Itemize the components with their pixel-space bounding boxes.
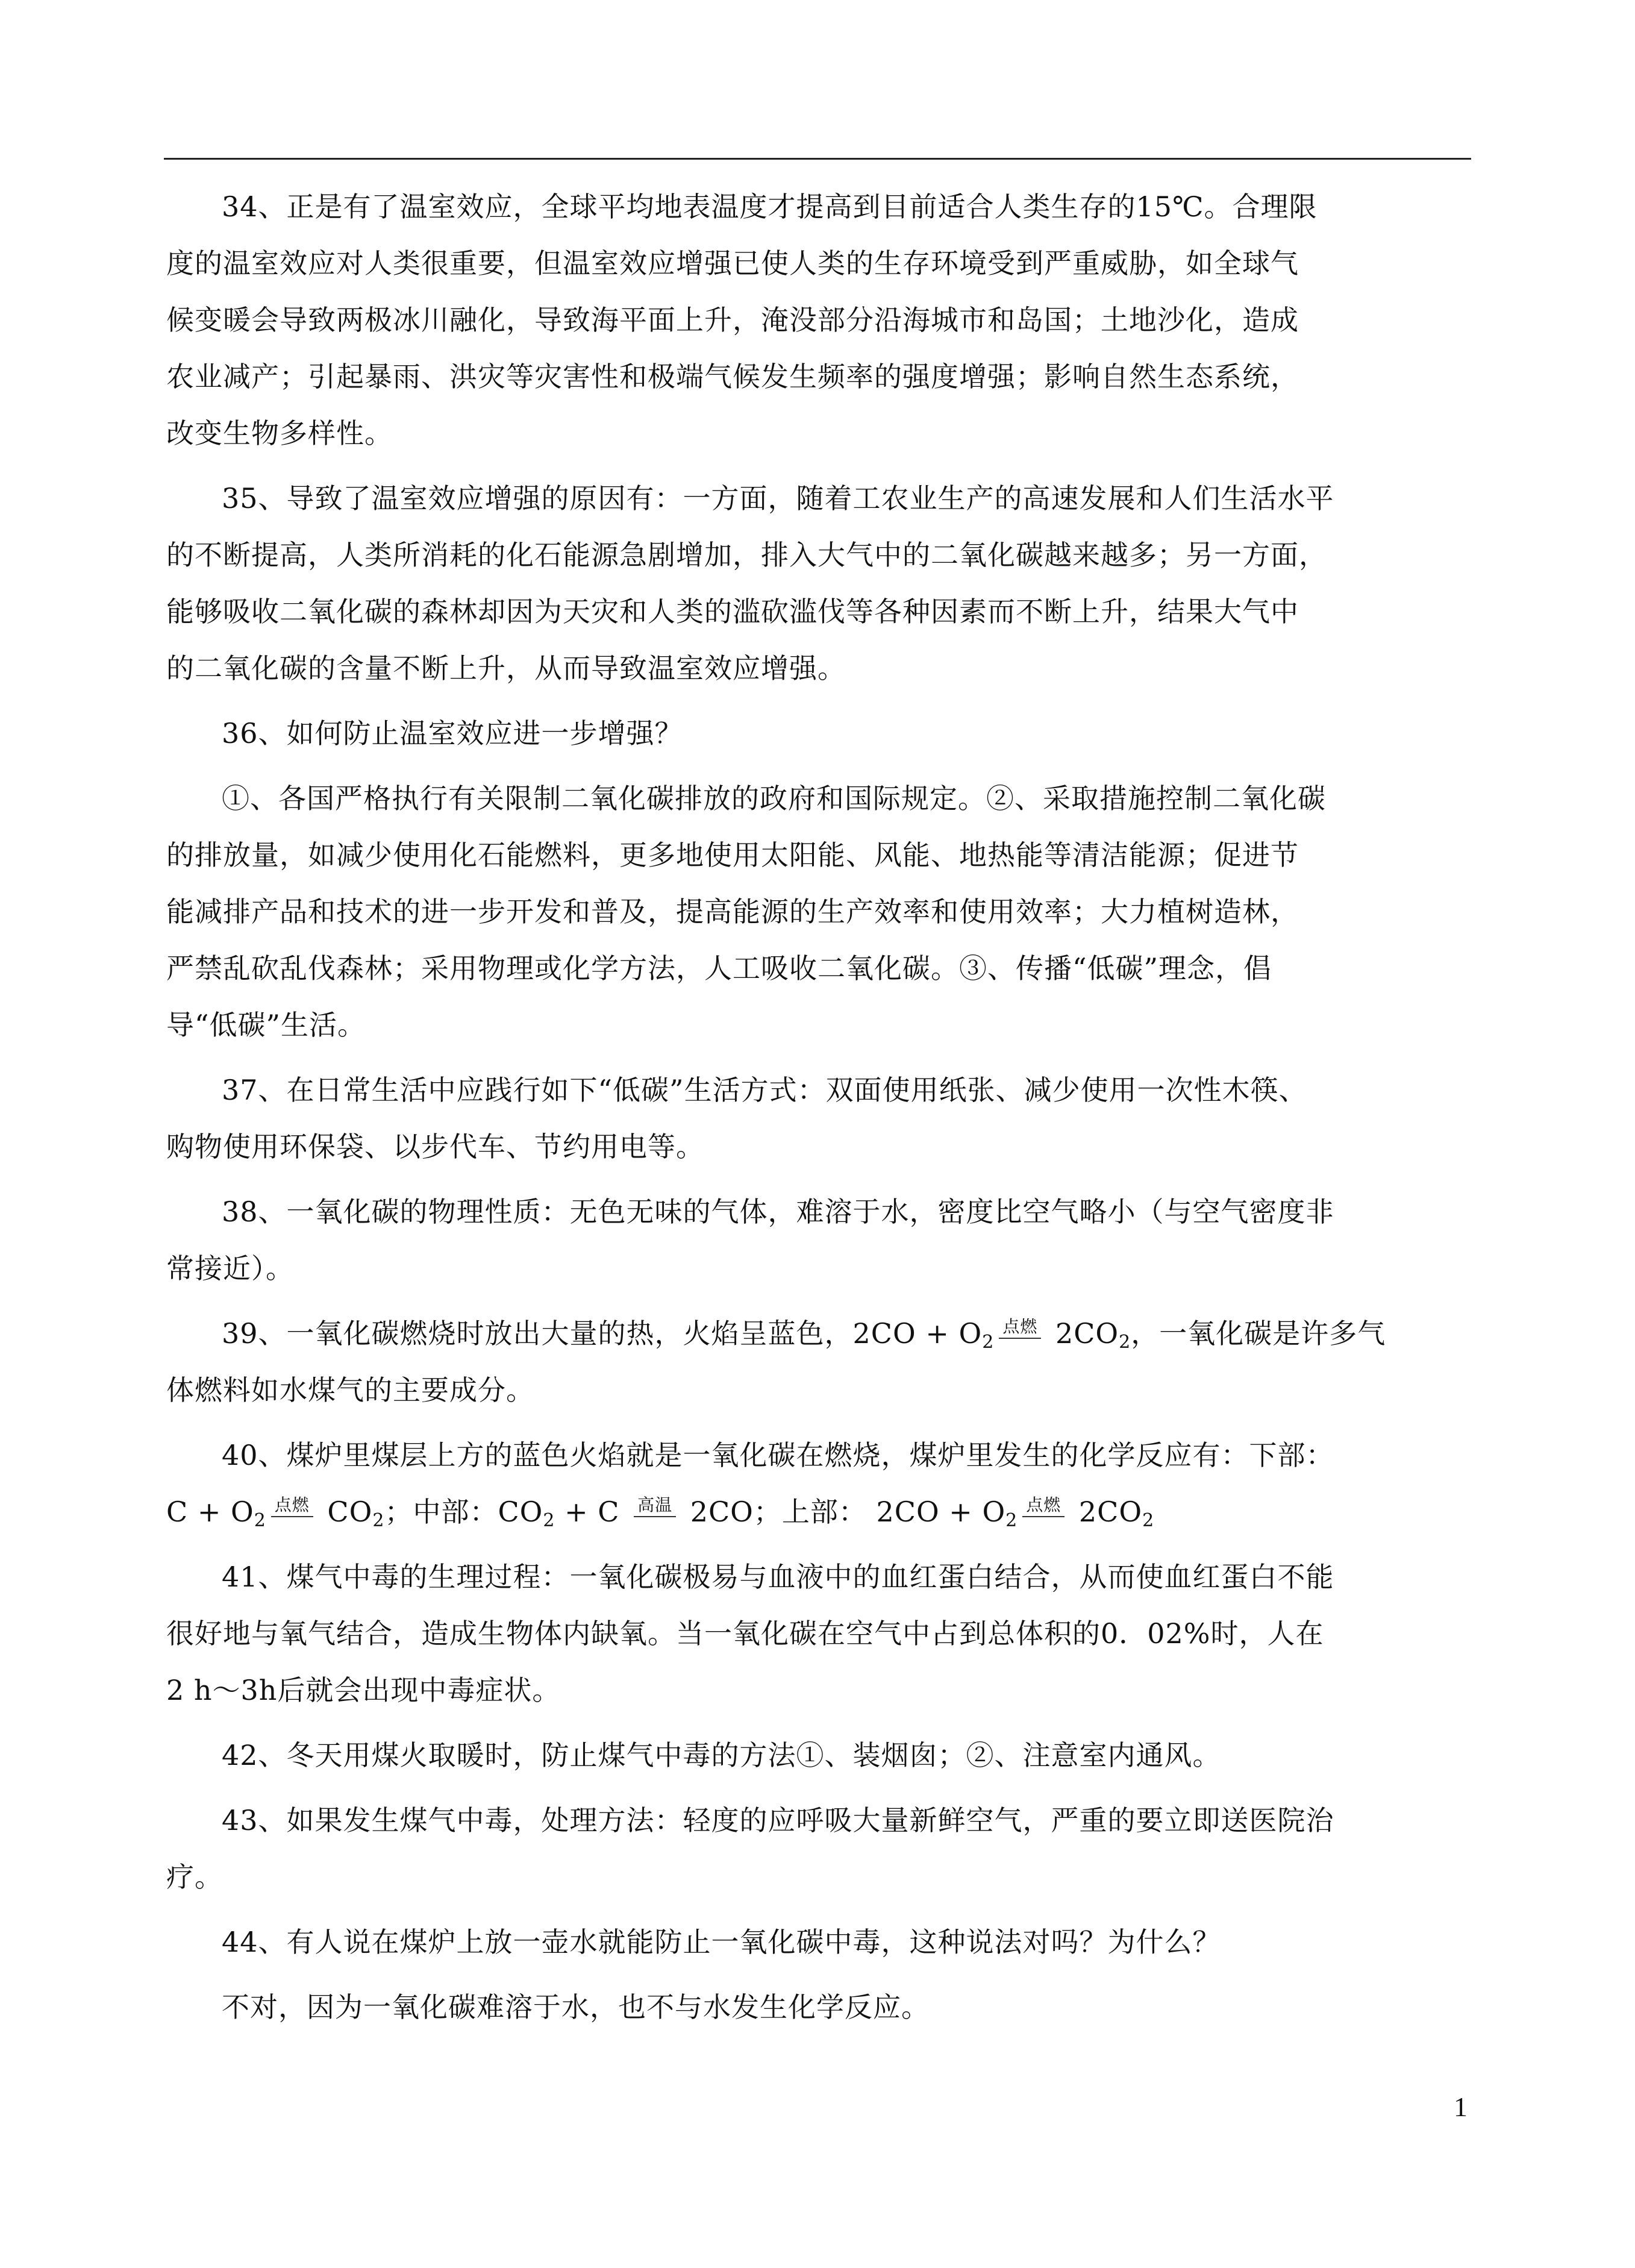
text-line: 的排放量，如减少使用化石能燃料，更多地使用太阳能、风能、地热能等清洁能源；促进节 bbox=[166, 839, 1299, 871]
paragraph-43 bbox=[166, 1792, 1468, 1905]
text-line: 疗。 bbox=[166, 1861, 223, 1893]
subscript: 2 bbox=[543, 1510, 555, 1531]
text-line: 改变生物多样性。 bbox=[166, 417, 393, 450]
text-line: 严禁乱砍乱伐森林；采用物理或化学方法，人工吸收二氧化碳。③、传播“低碳”理念，倡 bbox=[166, 952, 1272, 985]
subscript: 2 bbox=[1142, 1510, 1155, 1531]
text-segment: C + O bbox=[166, 1496, 254, 1528]
reaction-condition: 点燃 bbox=[999, 1318, 1041, 1339]
subscript: 2 bbox=[254, 1510, 266, 1531]
text-segment: ；中部：CO bbox=[384, 1496, 543, 1528]
text-line: 的不断提高，人类所消耗的化石能源急剧增加，排入大气中的二氧化碳越来越多；另一方面， bbox=[166, 539, 1327, 571]
text-line: 导“低碳”生活。 bbox=[166, 1009, 366, 1041]
text-line: 40、煤炉里煤层上方的蓝色火焰就是一氧化碳在燃烧，煤炉里发生的化学反应有：下部： bbox=[222, 1439, 1334, 1471]
text-line: 的二氧化碳的含量不断上升，从而导致温室效应增强。 bbox=[166, 652, 846, 684]
text-segment: 39、一氧化碳燃烧时放出大量的热，火焰呈蓝色，2CO + O bbox=[222, 1317, 983, 1350]
text-line: 43、如果发生煤气中毒，处理方法：轻度的应呼吸大量新鲜空气，严重的要立即送医院治 bbox=[222, 1804, 1334, 1837]
paragraph-36 bbox=[166, 705, 1468, 762]
paragraph-42 bbox=[166, 1727, 1468, 1784]
text-segment: + C bbox=[555, 1496, 630, 1528]
paragraph-35 bbox=[166, 470, 1468, 697]
text-line: 35、导致了温室效应增强的原因有：一方面，随着工农业生产的高速发展和人们生活水平 bbox=[222, 482, 1334, 515]
paragraph-44 bbox=[166, 1914, 1468, 1970]
text-segment: CO bbox=[317, 1496, 373, 1528]
page-number: 1 bbox=[1454, 2091, 1468, 2122]
reaction-condition: 高温 bbox=[634, 1497, 676, 1517]
paragraph-34 bbox=[166, 178, 1468, 462]
text-line: 度的温室效应对人类很重要，但温室效应增强已使人类的生存环境受到严重威胁，如全球气 bbox=[166, 247, 1299, 280]
text-line: 能够吸收二氧化碳的森林却因为天灾和人类的滥砍滥伐等各种因素而不断上升，结果大气中 bbox=[166, 595, 1299, 628]
paragraph-39 bbox=[166, 1305, 1468, 1418]
reaction-condition-arrow bbox=[994, 1317, 1046, 1350]
paragraph-36-answer bbox=[166, 770, 1468, 1053]
text-line: ①、各国严格执行有关限制二氧化碳排放的政府和国际规定。②、采取措施控制二氧化碳 bbox=[222, 782, 1326, 815]
text-segment: ，一氧化碳是许多气 bbox=[1131, 1317, 1386, 1350]
equation-line bbox=[166, 1483, 1468, 1540]
subscript: 2 bbox=[982, 1332, 995, 1353]
reaction-condition-arrow bbox=[266, 1495, 318, 1528]
text-line: 38、一氧化碳的物理性质：无色无味的气体，难溶于水，密度比空气略小（与空气密度非 bbox=[222, 1195, 1334, 1228]
reaction-condition-arrow bbox=[629, 1495, 681, 1528]
text-line: 常接近）。 bbox=[166, 1252, 294, 1285]
text-line: 44、有人说在煤炉上放一壶水就能防止一氧化碳中毒，这种说法对吗？为什么？ bbox=[222, 1926, 1221, 1958]
reaction-condition: 点燃 bbox=[1022, 1497, 1064, 1517]
subscript: 2 bbox=[1119, 1332, 1131, 1353]
text-line: 2 h～3h后就会出现中毒症状。 bbox=[166, 1674, 561, 1706]
subscript: 2 bbox=[372, 1510, 385, 1531]
document-body bbox=[166, 178, 1468, 2035]
text-segment: 2CO；上部： 2CO + O bbox=[681, 1496, 1006, 1528]
paragraph-40 bbox=[166, 1427, 1468, 1540]
text-line: 37、在日常生活中应践行如下“低碳”生活方式：双面使用纸张、减少使用一次性木筷、 bbox=[222, 1074, 1307, 1106]
paragraph-37 bbox=[166, 1062, 1468, 1175]
text-line: 42、冬天用煤火取暖时，防止煤气中毒的方法①、装烟囱；②、注意室内通风。 bbox=[222, 1739, 1221, 1771]
text-line: 很好地与氧气结合，造成生物体内缺氧。当一氧化碳在空气中占到总体积的0．02%时，人在 bbox=[166, 1617, 1324, 1650]
text-line: 购物使用环保袋、以步代车、节约用电等。 bbox=[166, 1130, 704, 1163]
text-line: 候变暖会导致两极冰川融化，导致海平面上升，淹没部分沿海城市和岛国；土地沙化，造成 bbox=[166, 304, 1299, 336]
text-line: 34、正是有了温室效应，全球平均地表温度才提高到目前适合人类生存的15℃。合理限 bbox=[222, 190, 1318, 223]
text-segment: 2CO bbox=[1069, 1496, 1143, 1528]
reaction-condition-arrow bbox=[1018, 1495, 1069, 1528]
subscript: 2 bbox=[1005, 1510, 1018, 1531]
paragraph-38 bbox=[166, 1183, 1468, 1297]
text-line: 能减排产品和技术的进一步开发和普及，提高能源的生产效率和使用效率；大力植树造林， bbox=[166, 895, 1299, 928]
text-line: 不对，因为一氧化碳难溶于水，也不与水发生化学反应。 bbox=[222, 1991, 930, 2023]
paragraph-44-answer bbox=[166, 1979, 1468, 2035]
reaction-condition: 点燃 bbox=[271, 1497, 313, 1517]
equation-line bbox=[166, 1305, 1468, 1362]
text-segment: 2CO bbox=[1046, 1317, 1119, 1350]
text-line: 体燃料如水煤气的主要成分。 bbox=[166, 1374, 534, 1406]
paragraph-41 bbox=[166, 1549, 1468, 1718]
text-line: 41、煤气中毒的生理过程：一氧化碳极易与血液中的血红蛋白结合，从而使血红蛋白不能 bbox=[222, 1561, 1334, 1593]
header-rule bbox=[164, 158, 1471, 160]
text-line: 36、如何防止温室效应进一步增强？ bbox=[222, 717, 683, 750]
text-line: 农业减产；引起暴雨、洪灾等灾害性和极端气候发生频率的强度增强；影响自然生态系统， bbox=[166, 360, 1299, 393]
